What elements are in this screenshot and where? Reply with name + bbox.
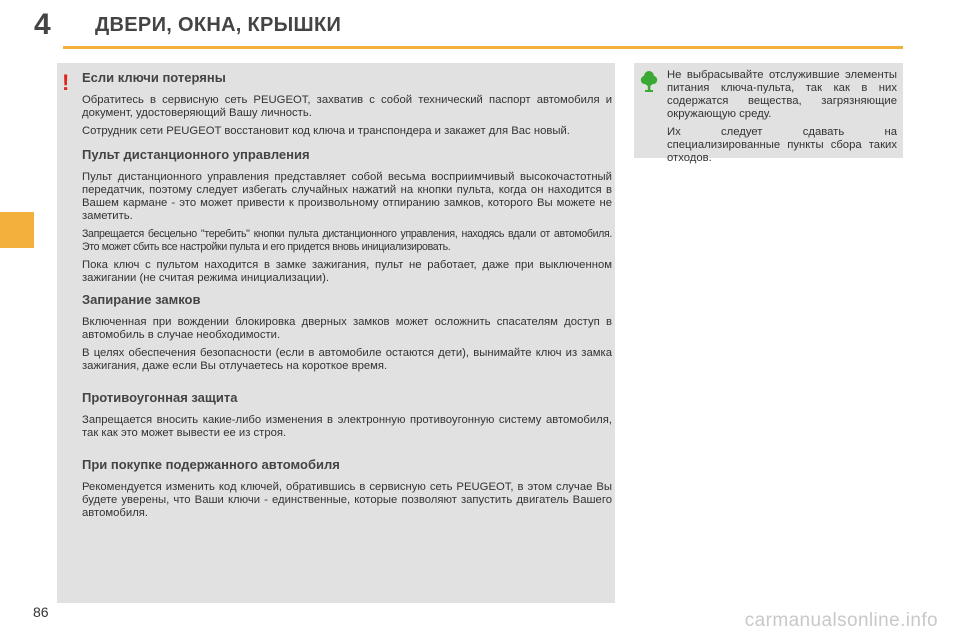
eco-note-body xyxy=(667,69,897,170)
paragraph: Рекомендуется изменить код ключей, обратившись в сервисную сеть PEUGEOT, в этом случае Вы будете уверены, что Ваши ключи - единственные, которые позволяют запустить двигатель Вашего автомобиля. xyxy=(82,481,612,519)
paragraph: Запрещается вносить какие-либо изменения в электронную противоугонную систему автомобиля, так как это может вывести ее из строя. xyxy=(82,414,612,439)
section-title-door-locking: Запирание замков xyxy=(82,292,201,307)
watermark: carmanualsonline.info xyxy=(744,610,938,631)
tree-icon xyxy=(640,69,658,93)
panel-body xyxy=(82,70,612,525)
warning-exclamation-icon: ! xyxy=(62,70,70,95)
chapter-number: 4 xyxy=(34,8,51,41)
eco-note-panel xyxy=(634,63,903,164)
paragraph: Сотрудник сети PEUGEOT восстановит код ключа и транспондера и закажет для Вас новый. xyxy=(82,125,570,137)
paragraph: Их следует сдавать на специализированные пункты сбора таких отходов. xyxy=(667,126,897,164)
paragraph: Пока ключ с пультом находится в замке зажигания, пульт не работает, даже при выключенном зажигании (не считая режима инициализации). xyxy=(82,259,612,284)
section-title-anti-theft: Противоугонная защита xyxy=(82,390,238,405)
paragraph: Обратитесь в сервисную сеть PEUGEOT, захватив с собой технический паспорт автомобиля и документ, удостоверяющий Вашу личность. xyxy=(82,94,612,119)
paragraph: В целях обеспечения безопасности (если в автомобиле остаются дети), вынимайте ключ из замка зажигания, даже если Вы отлучаетесь на короткое время. xyxy=(82,347,612,372)
section-title-lost-keys: Если ключи потеряны xyxy=(82,70,226,85)
header-divider xyxy=(63,46,903,49)
paragraph: Не выбрасывайте отслужившие элементы питания ключа-пульта, так как в них содержатся вещества, загрязняющие окружающую среду. xyxy=(667,69,897,120)
paragraph: Включенная при вождении блокировка дверных замков может осложнить спасателям доступ в автомобиль в случае необходимости. xyxy=(82,316,612,341)
section-title-used-car: При покупке подержанного автомобиля xyxy=(82,457,340,472)
section-title-remote-control: Пульт дистанционного управления xyxy=(82,147,310,162)
chapter-side-tab xyxy=(0,212,34,248)
chapter-title: ДВЕРИ, ОКНА, КРЫШКИ xyxy=(95,14,342,36)
paragraph: Пульт дистанционного управления представляет собой весьма восприимчивый высокочастотный передатчик, поэтому следует избегать случайных нажатий на кнопки пульта, когда он находится в Вашем кармане - это может привести к произвольному отпиранию замков, которого Вы можете не заметить. xyxy=(82,171,612,222)
paragraph: Запрещается бесцельно "теребить" кнопки пульта дистанционного управления, находясь вдали от автомобиля. Это может сбить все настройки пульта и его придется вновь инициализировать. xyxy=(82,228,612,253)
info-panel xyxy=(57,63,615,603)
page-number: 86 xyxy=(33,604,49,620)
